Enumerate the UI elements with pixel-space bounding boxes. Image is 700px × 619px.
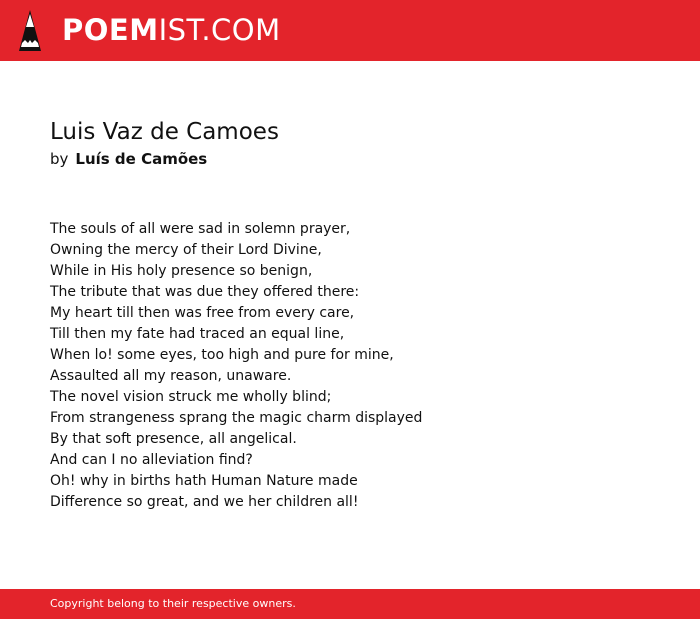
poem-line: Oh! why in births hath Human Nature made [50,473,358,489]
poem-line: The souls of all were sad in solemn prayer, [50,221,351,237]
poem-byline [50,149,207,169]
poem-line: By that soft presence, all angelical. [50,431,297,447]
brand-light-text: IST.COM [158,13,281,47]
poem-line: My heart till then was free from every care, [50,305,355,321]
poem-line: While in His holy presence so benign, [50,263,313,279]
poem-line: Till then my fate had traced an equal line, [50,326,345,342]
by-label: by [50,150,69,168]
poem-line: And can I no alleviation find? [50,452,253,468]
site-footer [0,589,700,619]
poem-line: Owning the mercy of their Lord Divine, [50,242,322,258]
poem-line: Difference so great, and we her children all! [50,494,359,510]
brand-bold-text: POEM [62,13,159,47]
poem-line: Assaulted all my reason, unaware. [50,368,292,384]
poem-line: When lo! some eyes, too high and pure for mine, [50,347,394,363]
site-header [0,0,700,61]
site-logo-text[interactable] [62,12,281,48]
poem-body [50,219,422,513]
copyright-notice: Copyright belong to their respective owners. [50,597,296,610]
pencil-icon[interactable] [19,10,41,51]
author-name[interactable]: Luís de Camões [75,150,208,168]
poem-line: The tribute that was due they offered there: [50,284,360,300]
poem-line: From strangeness sprang the magic charm displayed [50,410,423,426]
poem-title: Luis Vaz de Camoes [50,119,279,145]
poem-line: The novel vision struck me wholly blind; [50,389,332,405]
